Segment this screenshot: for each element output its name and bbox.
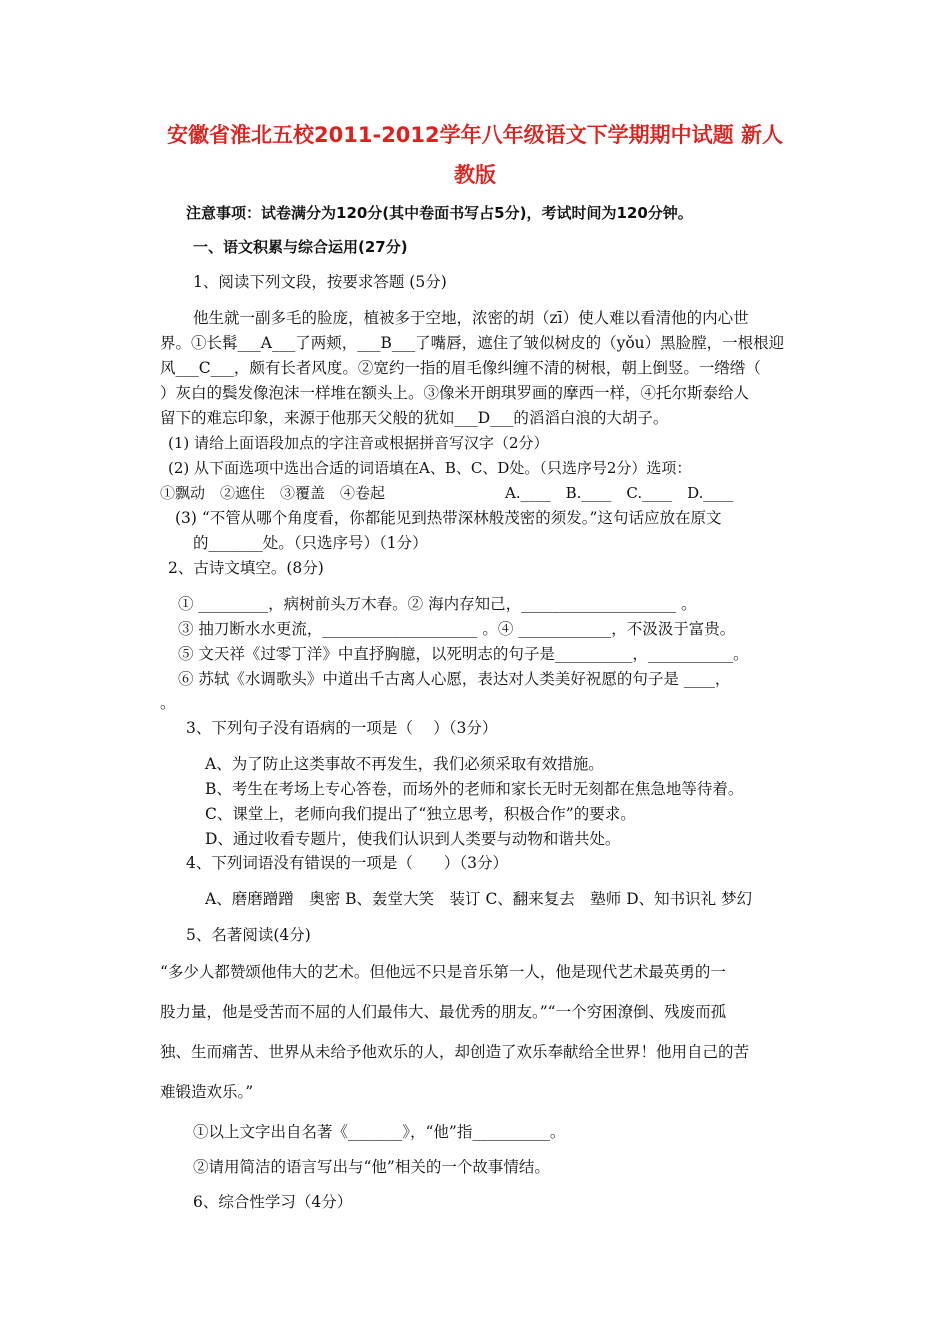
q1-sub3-line2: 的_______处。（只选序号）（1分） — [193, 534, 428, 552]
q3-heading: 3、下列句子没有语病的一项是（ ）（3分） — [186, 719, 498, 737]
q3-option-d: D、通过收看专题片，使我们认识到人类要与动物和谐共处。 — [205, 830, 621, 848]
q5-quote-line1: “多少人都赞颂他伟大的艺术。但他远不只是音乐第一人，他是现代艺术最英勇的一 — [160, 963, 726, 981]
q1-passage-line5: 留下的难忘印象，来源于他那天父般的犹如___D___的滔滔白浪的大胡子。 — [160, 409, 669, 427]
q5-sub2: ②请用简洁的语言写出与“他”相关的一个故事情结。 — [193, 1158, 550, 1176]
q3-option-c: C、课堂上，老师向我们提出了“独立思考，积极合作”的要求。 — [205, 805, 636, 823]
notice: 注意事项：试卷满分为120分(其中卷面书写占5分)，考试时间为120分钟。 — [186, 204, 693, 222]
q1-sub3-line1: (3) “不管从哪个角度看，你都能见到热带深林般茂密的须发。”这句话应放在原文 — [175, 509, 722, 527]
q4-heading: 4、下列词语没有错误的一项是（ ）（3分） — [186, 854, 508, 872]
q2-line5: 。 — [160, 694, 176, 712]
q5-sub1: ①以上文字出自名著《_______》，“他”指__________。 — [193, 1123, 566, 1141]
section-heading: 一、语文积累与综合运用(27分) — [193, 238, 408, 256]
q5-quote-line3: 独、生而痛苦、世界从未给予他欢乐的人，却创造了欢乐奉献给全世界！他用自己的苦 — [160, 1043, 750, 1061]
q5-heading: 5、名著阅读(4分) — [186, 926, 311, 944]
document-title-line2: 教版 — [454, 163, 496, 187]
q1-passage-line3: 风___C___，颇有长者风度。②宽约一指的眉毛像纠缠不清的树根，朝上倒竖。一绺绺（ — [160, 359, 761, 377]
q2-line2: ③ 抽刀断水水更流，____________________ 。④ ____________，不汲汲于富贵。 — [178, 620, 736, 638]
q2-heading: 2、古诗文填空。(8分) — [168, 559, 324, 577]
q2-line3: ⑤ 文天祥《过零丁洋》中直抒胸臆，以死明志的句子是__________，___________。 — [178, 645, 749, 663]
q1-sub2: (2) 从下面选项中选出合适的词语填在A、B、C、D处。（只选序号2分）选项： — [168, 459, 692, 477]
q6-heading: 6、综合性学习（4分） — [193, 1193, 353, 1211]
q1-heading: 1、阅读下列文段，按要求答题 (5分) — [193, 273, 447, 291]
q5-quote-line4: 难锻造欢乐。” — [160, 1083, 254, 1101]
q1-sub2-blanks: A.____ B.____ C.____ D.____ — [505, 484, 734, 502]
q3-option-b: B、考生在考场上专心答卷，而场外的老师和家长无时无刻都在焦急地等待着。 — [205, 780, 744, 798]
q5-quote-line2: 股力量，他是受苦而不屈的人们最伟大、最优秀的朋友。”“一个穷困潦倒、残废而孤 — [160, 1003, 727, 1021]
q1-passage-line4: ）灰白的鬓发像泡沫一样堆在额头上。③像米开朗琪罗画的摩西一样，④托尔斯泰给人 — [160, 384, 750, 402]
q2-line4: ⑥ 苏轼《水调歌头》中道出千古离人心愿，表达对人类美好祝愿的句子是 ____， — [178, 670, 731, 688]
q4-options: A、磨磨蹭蹭 奥密 B、轰堂大笑 装订 C、翻来复去 塾师 D、知书识礼 梦幻 — [205, 890, 753, 908]
document-title-line1: 安徽省淮北五校2011-2012学年八年级语文下学期期中试题 新人 — [167, 123, 783, 147]
q1-passage-line2: 界。①长髯___A___了两颊，___B___了嘴唇，遮住了皱似树皮的（yǒu）黑脸膛，一根根迎 — [160, 334, 785, 352]
q2-line1: ① _________，病树前头万木春。② 海内存知己，____________________ 。 — [178, 595, 697, 613]
q1-sub2-options: ①飘动 ②遮住 ③覆盖 ④卷起 — [160, 484, 386, 502]
q1-passage-line1: 他生就一副多毛的脸庞，植被多于空地，浓密的胡（zī）使人难以看清他的内心世 — [193, 309, 749, 327]
q3-option-a: A、为了防止这类事故不再发生，我们必须采取有效措施。 — [205, 755, 604, 773]
q1-sub1: (1) 请给上面语段加点的字注音或根据拼音写汉字（2分） — [168, 434, 549, 452]
